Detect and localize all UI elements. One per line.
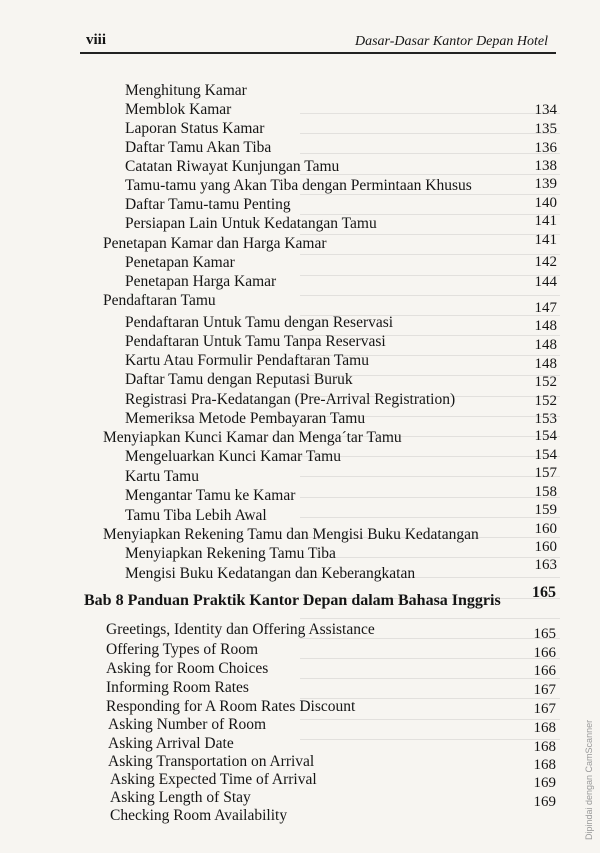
toc-page-number: 147 [534, 300, 557, 316]
toc-entry: Penetapan Kamar [125, 254, 235, 271]
toc-page-number: 148 [534, 356, 557, 372]
toc-entry: Pendaftaran Untuk Tamu dengan Reservasi [125, 314, 394, 331]
toc-page-number: 163 [534, 557, 557, 573]
toc-page-number: 142 [534, 254, 557, 270]
toc-section: Menyiapkan Kunci Kamar dan Menga´tar Tamu [103, 429, 402, 446]
toc-page-number: 141 [534, 213, 557, 229]
header-rule [80, 52, 556, 54]
toc-entry: Asking Arrival Date [108, 735, 234, 752]
toc-entry: Asking for Room Choices [106, 660, 269, 677]
toc-entry: Daftar Tamu dengan Reputasi Buruk [125, 371, 353, 388]
toc-entry: Daftar Tamu-tamu Penting [125, 196, 291, 213]
toc-entry: Responding for A Room Rates Discount [106, 698, 356, 715]
toc-page-number: 135 [534, 121, 557, 137]
toc-entry: Kartu Tamu [125, 468, 199, 485]
toc-page-number: 153 [534, 411, 557, 427]
toc-entry: Catatan Riwayat Kunjungan Tamu [125, 158, 340, 175]
toc-entry: Tamu Tiba Lebih Awal [125, 507, 267, 524]
toc-page-number: 148 [534, 318, 557, 334]
toc-page-number: 139 [534, 176, 557, 192]
toc-entry: Daftar Tamu Akan Tiba [125, 139, 272, 156]
toc-page-number: 152 [534, 393, 557, 409]
toc-entry: Kartu Atau Formulir Pendaftaran Tamu [125, 352, 369, 369]
toc-entry: Memblok Kamar [125, 101, 232, 118]
toc-entry: Registrasi Pra-Kedatangan (Pre-Arrival Registration) [125, 391, 456, 408]
toc-page-number: 158 [534, 484, 557, 500]
toc-entry: Menyiapkan Rekening Tamu Tiba [125, 545, 336, 562]
toc-page-number: 159 [534, 502, 557, 518]
toc-page-number: 166 [533, 645, 556, 661]
toc-entry: Asking Expected Time of Arrival [110, 771, 317, 788]
toc-entry: Pendaftaran Untuk Tamu Tanpa Reservasi [125, 333, 386, 350]
toc-page-number: 165 [532, 584, 556, 601]
toc-chapter-heading: Bab 8 Panduan Praktik Kantor Depan dalam Bahasa Inggris [84, 592, 501, 609]
toc-entry: Laporan Status Kamar [125, 120, 265, 137]
toc-entry: Asking Number of Room [108, 716, 267, 733]
toc-page-number: 168 [533, 720, 556, 736]
toc-entry: Asking Transportation on Arrival [108, 753, 315, 770]
scanner-watermark: Dipindai dengan CamScanner [584, 719, 594, 840]
toc-section: Pendaftaran Tamu [103, 292, 216, 309]
toc-page-number: 157 [534, 465, 557, 481]
toc-page-number: 140 [534, 195, 557, 211]
toc-section: Penetapan Kamar dan Harga Kamar [103, 235, 327, 252]
toc-entry: Asking Length of Stay [110, 789, 251, 806]
toc-page-number: 136 [534, 140, 557, 156]
header-book-title: Dasar-Dasar Kantor Depan Hotel [355, 34, 548, 49]
header-page-number: viii [86, 32, 107, 48]
toc-entry: Mengisi Buku Kedatangan dan Keberangkatan [125, 565, 416, 582]
toc-entry: Mengantar Tamu ke Kamar [125, 487, 296, 504]
toc-section: Menyiapkan Rekening Tamu dan Mengisi Buku Kedatangan [103, 526, 479, 543]
toc-entry: Menghitung Kamar [125, 82, 247, 99]
toc-page-number: 154 [534, 428, 557, 444]
toc-entry: Memeriksa Metode Pembayaran Tamu [125, 410, 366, 427]
toc-page-number: 148 [534, 337, 557, 353]
toc-entry: Mengeluarkan Kunci Kamar Tamu [125, 448, 341, 465]
toc-entry: Persiapan Lain Untuk Kedatangan Tamu [125, 215, 377, 232]
toc-page-number: 152 [534, 374, 557, 390]
toc-entry: Tamu-tamu yang Akan Tiba dengan Permintaan Khusus [125, 177, 472, 194]
toc-page-number: 165 [533, 626, 556, 642]
toc-page-number: 167 [533, 682, 556, 698]
toc-entry: Penetapan Harga Kamar [125, 273, 277, 290]
toc-entry: Checking Room Availability [110, 807, 288, 824]
toc-page-number: 168 [533, 757, 556, 773]
toc-page-number: 169 [533, 794, 556, 810]
toc-page-number: 160 [534, 539, 557, 555]
toc-page-number: 167 [533, 701, 556, 717]
toc-page-number: 144 [534, 274, 557, 290]
toc-page-number: 169 [533, 775, 556, 791]
toc-page-number: 168 [533, 739, 556, 755]
toc-page-number: 166 [533, 663, 556, 679]
toc-entry: Informing Room Rates [106, 679, 249, 696]
toc-page-number: 141 [534, 232, 557, 248]
toc-page-number: 154 [534, 447, 557, 463]
toc-page-number: 138 [534, 158, 557, 174]
toc-page-number: 160 [534, 521, 557, 537]
toc-entry: Greetings, Identity dan Offering Assistance [106, 621, 375, 638]
toc-entry: Offering Types of Room [106, 641, 259, 658]
toc-page-number: 134 [534, 102, 557, 118]
